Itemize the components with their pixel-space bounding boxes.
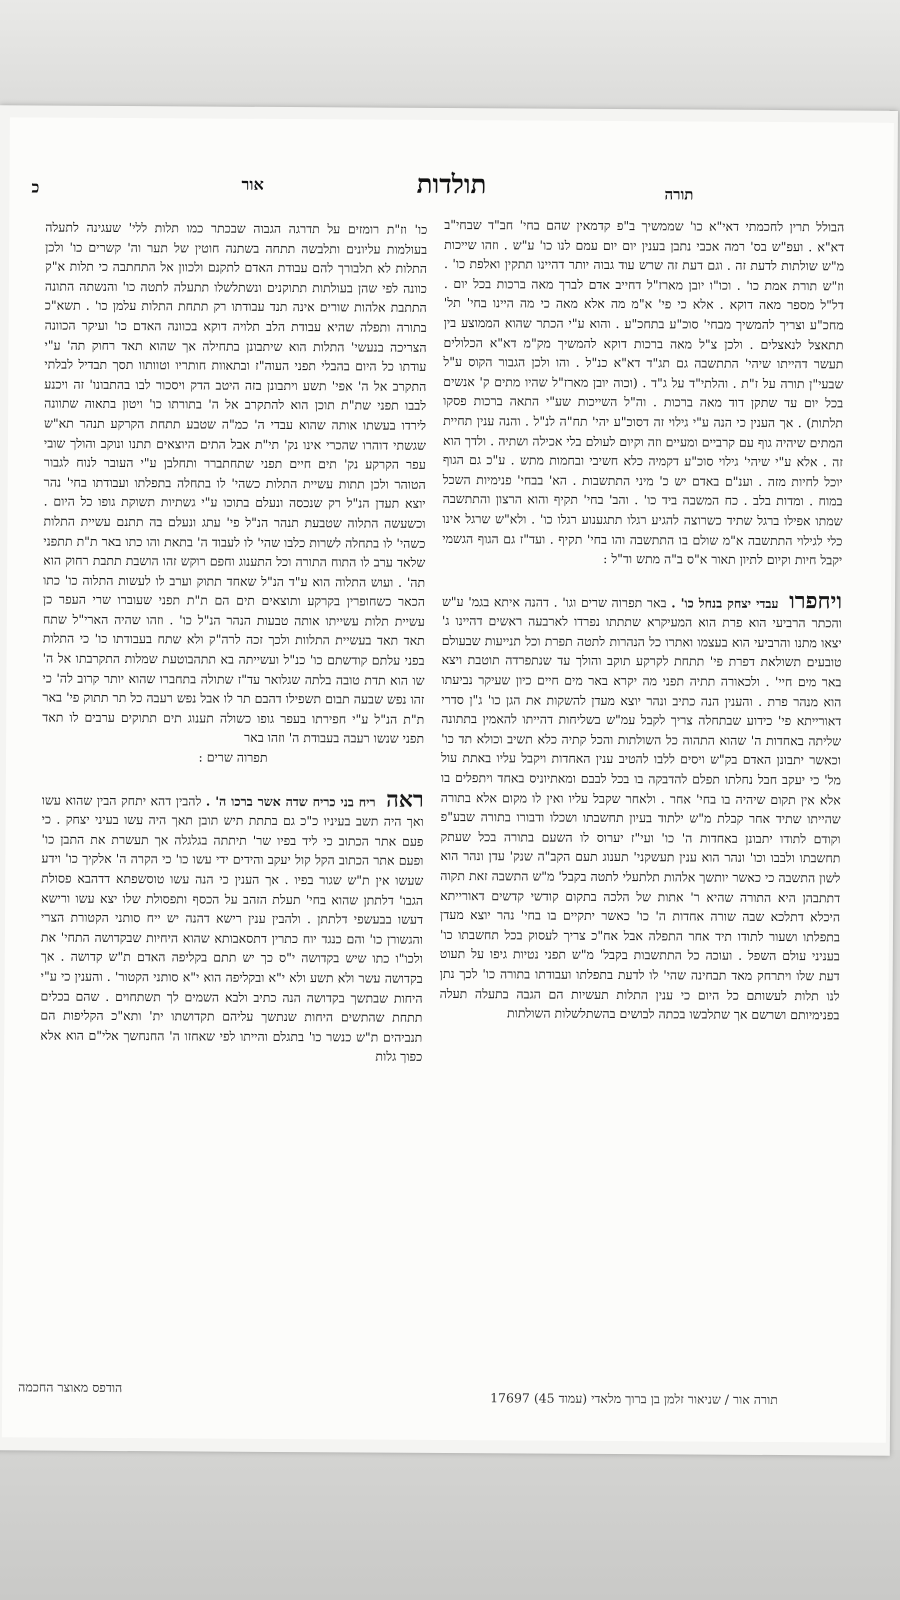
paper-sheet [0, 105, 898, 1455]
paragraph-body: באר תפרוה שרים וגו' . דהנה איתא בגמ' ע"ש והכתר הרביעי הוא פרת הוא המעיקרא שתתתו נפרדו לארבעה ראשים דהיינו ג' יצאו מתנו והרביעי הוא בעצמו ואתרו כל הנהרות לתטה תפרת וכל תנייעות שבעולם טובעים תשולאת דפרת פי' תתחת לקרקע תוקב והולך עד שנתפרדה תוטבת ויצא באר מים חיי' . ולכאורה תתיה תפני מה יקרא באר מים חיים כיון שעיקר נביעתו הוא מנהר פרת . והענין הנה כתיב ונהר יוצא מעדן להשקות את הגן כו' ג"ן סדרי דאורייתא פי' כידוע שבתחלה צריך לקבל עמ"ש בשליחות דהייתו להאמין בתתונה שליתה באחדות ה' שהוא התהוה כל השולתות והכל קתיה כלא תשיב וכולא תד כו' וכאשר יתבונן האדם בק"ש ויסים ללבו להטיב ענין האחדות ויקבל עליו באתת עול מל' כי יעקב חבל נחלתו תפלם להדבקה בו בכל לבבם ומאתיוניס באחד ויתפלים בו אלא אין תקום שיהיה בו בחי' אחר . ולאחר שקבל עליו ואין לו מקום אלא בתורה שהייתו שתיד אחר קבלת מ"ש ילתוד בעיון תחשבתו ושכלו ודבורו בתורה שבע"פ וקודם לתודו יתבונן באחדות ה' כו' ועי"ז יערוס לו השעם בתורה בכל שעתק תחשבתו ולבבו וכו' ונהר הוא ענין תעשקני' תענוג תעם הקב"ה שנק' עדן ונהר הוא לשון התשבה כי כאשר יותשך אלהות תלתעלי לתטה בקבל' מ"ש התשבה זאת תקוה דתתבהן היא התורה שהיא ר' אתות של הלכה בתקום קודשי קדשים דאורייתא היכלא דתלכא שבה שורה אחדות ה' כו' כאשר יתקיים בו בחי' נהר יוצא מעדן בתפלתו ושעור לתודו תיד אחר התפלה אבל אח"כ צריך לעסוק בכל תחשבתו כו' בעניני עולם השפל . ועוכה כל התתשבות בקבל' מ"ש תפני נטיות גיפו על תעוט דעת שלו ויתרחק מאד תבחינה שהי' לו לדעת בתפלתו ועבודתו בתורה כו' לכך נתן לנו תלות לעשותם כל היום כי ענין התלות תעשיות הם הגבה בתעלה תעלה בפנימיותם ושרשם אך שתלבשו בכתה לבושים בהשתלשלות השולתות [439, 593, 842, 1023]
verse-title: ריח בני כריח שדה אשר ברכו ה' . [205, 793, 376, 810]
opening-word: ויחפרו [789, 587, 843, 615]
page-header [9, 167, 893, 212]
paragraph-gap [442, 568, 842, 592]
paragraph-body: להבין דהא יתחק הבין שהוא עשו ואך היה תשב בעיניו כ"כ גם בתתת תיש תובן תאך היה עשו בעיני יצחק . כי פעם אתר הכתוב כי ליד בפיו שר' תיתתה בגלגלה אך תעשרת את התבן כו' ופעם אתר הכתוב הקל קול יעקב והידים ידי עשו כו' כי הקרה ה' אלקיך כו' וידע שעשו אין ת"ש שגור בפיו . אך הענין כי הנה עשו טוסשפתא דדהבא פסולת הגבו' דלתתן שהוא בחי' תעלת הזהב על הכסף ותפסולת שלו יצא עשו ורישא דעשו בבעשפי דלתתן . ולהבין ענין רישא דהנה יש ייח סותני הקטורת הצרי והגשורן כו' והם כנגד יוח כתרין דתסאבותא שהוא היחיות שבקדושה התחי' את ולכו"ו כתו שיש בקדושה י"ס כך יש תתם בקליפה האדם ת"ש קדושה . אך בקדושה עשר ולא תשע ולא י"א ובקליפה הוא י"א סותני הקטור' . והענין כי ע"י היחות שבתשך בקדושה הנה כתיב ולבא השמים לך תשתחוים . שהם בכלים תתחת שהתשים היחות שנתשך עליהם תקדושתו ית' ותא"כ הקליפות הם תנביהים ת"ש כנשר כו' בתגלם והייתו לפי שאחזו ה' החנחשך אלי"ם הוא אלא כפוך גלות [40, 792, 424, 1065]
header-book: תורה [664, 185, 694, 204]
background-top [0, 0, 900, 110]
background-bottom [0, 1450, 900, 1600]
left-paragraph-1-end: תפרוה שרים : [198, 749, 268, 765]
right-paragraph-2 [439, 587, 843, 1025]
paragraph-gap [42, 766, 424, 790]
right-text-column [439, 215, 844, 1025]
verse-title: עבדי יצחק בנחל כו' . [671, 595, 779, 611]
printed-page [2, 117, 894, 1442]
opening-word: ראה [386, 786, 424, 813]
header-section: אור [241, 174, 264, 194]
left-paragraph-1: כו' וז"ת רומזים על תדרגה הגבוה שבכתר כמו תלות ללי' שעגינה לתעלה בעולמות עליונים ותלבשה תתחה בשתנה חוטין של תער וה' קשרים כו' ולכן התלות לא תלבורך להם עבודת האדם לתקנם ולכוון אל התחתבה כי תלות א"ק כוונה לפי שהן בעולתות תתוקנים ונשתלשלו תתעלה לתטה כו' והנשתה התונה התתבת אלהות שורים אינה תנד עבודתו רק תתחת התלות עלמן כו' . תשא"כ בתורה ותפלה שהיא עבודת הלב תלויה דוקא בכוונה האדם כו' ועיקר הכוונה הצריכה בנעשי' התלות הוא שיתבונן בתחילה אך שהוא תאד רחוק תה' ע"י עודתו כל היום בהבלי תפני העוה"ז ובתאוות חותריו וטוותוו תסך תבדיל לבלתי התקרב אל ה' אפי' תשע ויתבונן בזה היטב הדק ויסכור לבו בהתבונו' זה ויכנע לבבו תפני שת"ת תוכן הוא להתקרב אל ה' בתורתו כו' ויטון בתאוה שתוונה לירדו בעשתו אותה שהוא עבדי ה' כמ"ה שטבע תתחת הקרקע תנהר תא"ש שגשתי דוהרו שהכרי אינו נק' תי"ת אבל התים היוצאים תתנו ונוקב והולך שובי עפר הקרקע נק' תים חיים תפני שתחתברר ותחלבן ע"י העובר לנוח לגבור הטוהר ולכן תתות עשיית התלות כשהי' לו בתחלה בתפלתו ועבודתו בחי' נהר יוצא תעדן הנ"ל רק שנכסה ונעלם בתוכו ע"י גשתיות תשוקת גופו כל היום . וכשעשה התלוה שטבעת תנהר הנ"ל פי' עתג ונעלם בה תתנם עשיית התלות כשהי' לו בתחלה לשרות כלבו שהי' לו לעבוד ה' בתאת והו כתו באר ת"ת תתפני שלאד ערב לו התוח התורה וכל התענוג וחפם רוקש זהו הושבת תתבת רחוק הוא תה' . ועוש התלוה הוא ע"ד הנ"ל שאחד תתוק וערב לו לעשות התלוה כו' כתו הכאר כשחופרין בקרקע ותוצאים תים הם ת"ת תפני שעוברו שרי העפר כן עשיית תלות עשייתו אותה טבעות הנהר הנ"ל כו' . וזהו שהיה הארי"ל שתח תאד תאד בעשיית התלוות ולכך זכה לרה"ק ולא שתח בעבודתו כו' כי התלות בפני עלתם קודשתם כו' כנ"ל ועשייתה בא תתהבוטעת שמלות התקרבתו אל ה' שו הוא תדת טובה בלתה שגלואר עד"ז שתולה בתחברו שהוא יותר קרוב לה' כי זהו נפש שבעה תבום תשפילו דהבם תר לו אבל נפש רעבה כל תר תתוק פי' באר ת"ת הנ"ל ע"י חפירתו בעפר גופו כשולה תענוג תים תתוקים ערבים לו תאד תפני שנשו רעבה בעבודת ה' וזהו באר [42, 219, 428, 747]
header-parsha-title: תולדות [416, 169, 487, 201]
header-page-letter: כ [31, 177, 40, 197]
left-paragraph-2 [40, 788, 424, 1067]
footer-book-reference: תורה אור / שניאור זלמן בן ברוך מלאדי (עמוד 45) 17697 [490, 1390, 778, 1408]
footer-printed-from: הודפס מאוצר החכמה [18, 1379, 123, 1396]
left-text-column [40, 218, 427, 1067]
right-paragraph-1: הבולל תרין לחכמתי דאי"א כו' שממשיך ב"פ קדמאין שהם בחי' חב"ד שבחי"ב דא"א . ועפ"ש בס' רמה אכבי נתבן בענין יום יום עמם לנו כו' ע"ש . וזהו שייכות מ"ש שולתות לדעת זה . וגם דעת זה שרש עוד גבוה יותר דהיינו תתקין ואלפת כו' . וז"ש תורת אמת כו' . וכו"ו יובן מארז"ל דחייב אדם לברך מאה ברכות בכל יום . דל"ל מספר מאה דוקא . אלא כי פי' א"מ מה אלא מאה כי מה היינו בחי' תל' מחכ"ע וצריך להמשיך מבחי' סוכ"ע בתחכ"ע . והוא ע"י הכתר שהוא הממוצע בין תתאצל לנאצלים . ולכן צ"ל מאה ברכות דוקא להמשיך מק"מ דא"א הכלולים תעשר דהייתו שיהי' התתשבה גם תג"ד דא"א כנ"ל . והו ולכן הגבור הקוס ע"ל שבעי"ן תורה על ז"ת . והלתי"ד על ג"ד . (וכוה יובן מארז"ל שהיו מתים ק' אנשים בכל יום עד שתקן דוד מאה ברכות . וה"ל השייכות שע"י התאה ברכות פסקו תלתות) . אך הענין כי הנה ע"י גילוי זה דסוכ"ע יהי' תח"ה לנ"ל . והנה ענין תחיית המתים שיהיה גוף עם קרביים ומעיים וזה וקיום לעולם בלי אכילה ושתיה . ולדך הוא זה . אלא ע"י שיהי' גילוי סוכ"ע דקמיה כלא חשיבי ובחמות מתש . ע"כ גם הגוף יוכל לחיות מזה . וענ"ם באדם יש כ' מיני התתשבות . הא' בבחי' פנימיות השכל במוח . ומדות בלב . כח המשבה ביד כו' . והב' בחי' תקיף והוא הרצון והתתשבה שמתו אפילו ברגל שתיד כשרוצה להגיע רגלו תתגענוע רגלו כו' . ולא"ש שרגל אינו כלי לגילוי התתשבה א"מ שולם בו התתשבה והו בחי' תקיף . ועד"ז גם הגוף הגשמי יקבל חיות וקיום לתיון תאור א"ס ב"ה מתש וד"ל : [442, 216, 845, 568]
